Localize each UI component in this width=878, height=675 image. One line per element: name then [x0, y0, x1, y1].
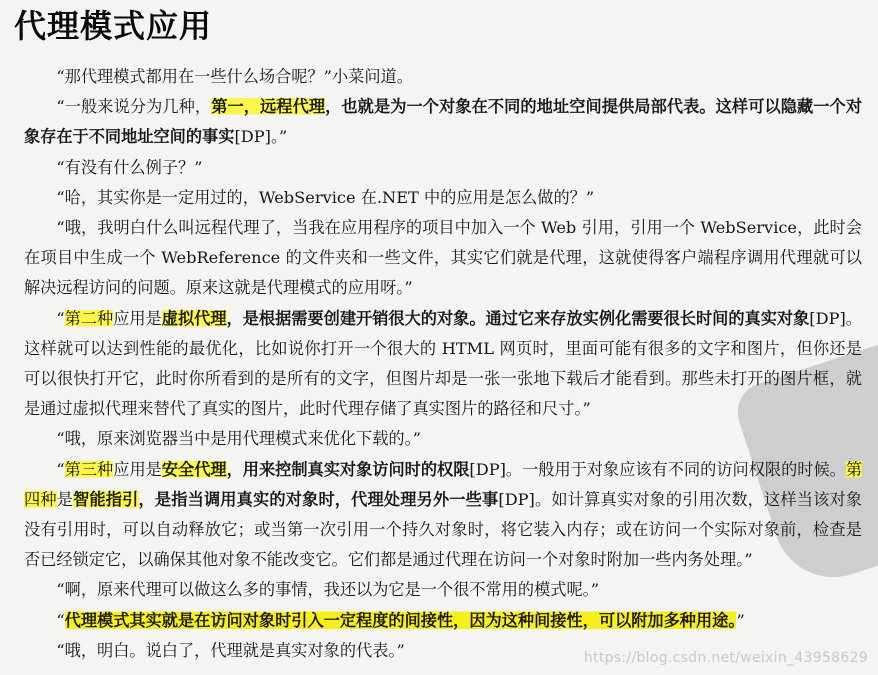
- highlight-fourth-kind: 第四种: [24, 459, 863, 509]
- paragraph-9: “啊，原来代理可以做这么多的事情，我还以为它是一个很不常用的模式呢。”: [56, 580, 600, 600]
- watermark: https://blog.csdn.net/weixin_43958629: [583, 650, 868, 666]
- bold-definition: ，是指当调用真实的对象时，代理处理另外一些事: [138, 489, 499, 509]
- paragraph-3: “有没有什么例子？”: [56, 157, 203, 177]
- text-span: [DP]。一般用于对象应该有不同的访问权限的时候。: [469, 459, 846, 479]
- highlight-second-kind: 第二种: [64, 308, 114, 328]
- highlight-third-kind: 第三种: [64, 459, 114, 479]
- text-span: [DP]。这样就可以达到性能的最优化，比如说你打开一个很大的 HTML 网页时，里面可能有很多的文字和图片，但你还是可以很快打开它，此时你所看到的是所有的文字，但图片却是一张一张地下载后才能看到。那些未打开的图片框，就是通过虚拟代理来替代了真实的图片，此时代理存储了真实图片的路径和尺寸。”: [24, 308, 862, 419]
- highlight-summary: 代理模式其实就是在访问对象时引入一定程度的间接性，因为这种间接性，可以附加多种用途。: [64, 610, 737, 630]
- bold-definition: ，是根据需要创建开销很大的对象。通过它来存放实例化需要很长时间的真实对象: [226, 308, 810, 328]
- body-text: [24, 62, 862, 666]
- text-span: ”: [736, 610, 745, 630]
- text-span: [DP]。如计算真实对象的引用次数，这样当该对象没有引用时，可以自动释放它；或当第一次引用一个持久对象时，将它装入内存；或在访问一个实际对象前，检查是否已经锁定它，以确保其他对象不能改变它。它们都是通过代理在访问一个对象时附加一些内务处理。”: [24, 489, 863, 570]
- text-span: “: [56, 308, 65, 328]
- page-title: 代理模式应用: [14, 7, 213, 45]
- text-span: 应用是: [113, 459, 162, 479]
- bold-definition: ，用来控制真实对象访问时的权限: [226, 459, 470, 479]
- highlight-virtual-proxy: 虚拟代理: [161, 308, 227, 328]
- text-span: 应用是: [113, 308, 162, 328]
- paragraph-11: “哦，明白。说白了，代理就是真实对象的代表。”: [56, 640, 405, 660]
- paragraph-1: “那代理模式都用在一些什么场合呢？”小菜问道。: [56, 67, 413, 86]
- paragraph-6: [24, 304, 862, 425]
- paragraph-2: [24, 92, 862, 152]
- text-span: “一般来说分为几种，: [56, 97, 212, 117]
- highlight-smart-reference: 智能指引: [73, 489, 139, 509]
- bold-definition: ，也就是为一个对象在不同的地址空间提供局部代表。这样可以隐藏一个对象存在于不同地址空间的事实: [24, 97, 863, 147]
- paragraph-10: [24, 606, 862, 636]
- text-span: “: [56, 610, 65, 630]
- paragraph-8: [24, 455, 862, 576]
- text-span: 是: [56, 489, 74, 509]
- paragraph-4: “哈，其实你是一定用过的，WebService 在.NET 中的应用是怎么做的？”: [56, 187, 595, 207]
- highlight-remote-proxy: 远程代理: [260, 97, 326, 117]
- text-span: “: [56, 459, 65, 479]
- highlight-security-proxy: 安全代理: [161, 459, 227, 479]
- paragraph-7: “哦，原来浏览器当中是用代理模式来优化下载的。”: [56, 429, 421, 449]
- paragraph-5: “哦，我明白什么叫远程代理了，当我在应用程序的项目中加入一个 Web 引用，引用一个 WebService，此时会在项目中生成一个 WebReference 的文件夹和一些文件，其实它们就是代理，这就使得客户端程序调用代理就可以解决远程访问的问题。原来这就是代理模式的应用呀。”: [24, 218, 862, 298]
- highlight-first: 第一，: [211, 97, 261, 117]
- text-span: [DP]。”: [234, 127, 288, 147]
